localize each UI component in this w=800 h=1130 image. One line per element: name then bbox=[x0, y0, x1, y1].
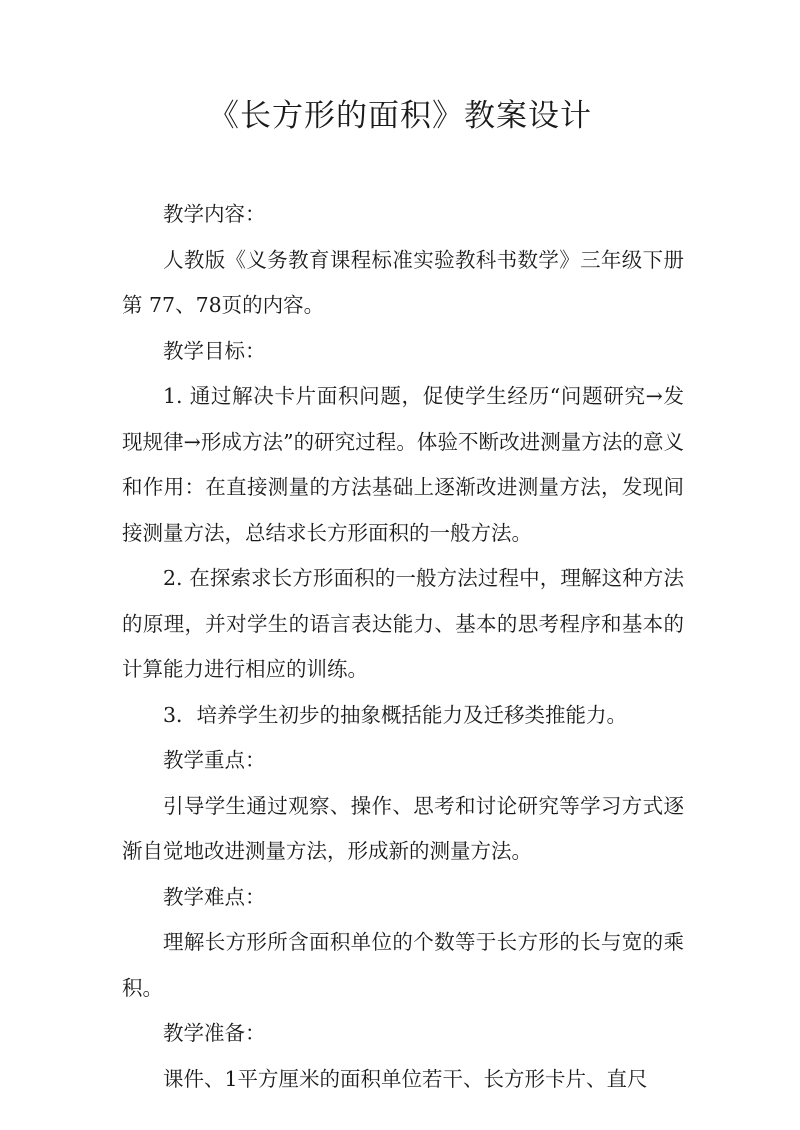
document-title: 《长方形的面积》教案设计 bbox=[208, 98, 592, 134]
section-heading-content: 教学内容： bbox=[163, 202, 266, 226]
objective-paragraph-2: 2. 在探索求长方形面积的一般方法过程中，理解这种方法的原理，并对学生的语言表达能力、基本的思考程序和基本的计算能力进行相应的训练。 bbox=[122, 566, 684, 681]
content-paragraph: 人教版《义务教育课程标准实验教科书数学》三年级下册第 77、78页的内容。 bbox=[122, 247, 684, 317]
document-body bbox=[122, 192, 684, 1102]
section-heading-difficulties: 教学难点： bbox=[163, 884, 266, 909]
section-heading-key-points: 教学重点： bbox=[163, 748, 266, 772]
objective-paragraph-3: 3．培养学生初步的抽象概括能力及迁移类推能力。 bbox=[163, 702, 628, 727]
section-heading-preparation: 教学准备： bbox=[163, 1021, 266, 1045]
section-heading-objectives: 教学目标： bbox=[163, 338, 266, 363]
preparation-paragraph: 课件、1平方厘米的面积单位若干、长方形卡片、直尺 bbox=[163, 1066, 648, 1091]
objective-paragraph-1: 1. 通过解决卡片面积问题，促使学生经历“问题研究→发现规律→形成方法”的研究过程。体验不断改进测量方法的意义和作用：在直接测量的方法基础上逐渐改进测量方法，发现间接测量方法，总结求长方形面积的一般方法。 bbox=[122, 384, 684, 545]
difficulties-paragraph: 理解长方形所含面积单位的个数等于长方形的长与宽的乘积。 bbox=[122, 930, 684, 1000]
key-points-paragraph: 引导学生通过观察、操作、思考和讨论研究等学习方式逐渐自觉地改进测量方法，形成新的测量方法。 bbox=[122, 793, 684, 863]
